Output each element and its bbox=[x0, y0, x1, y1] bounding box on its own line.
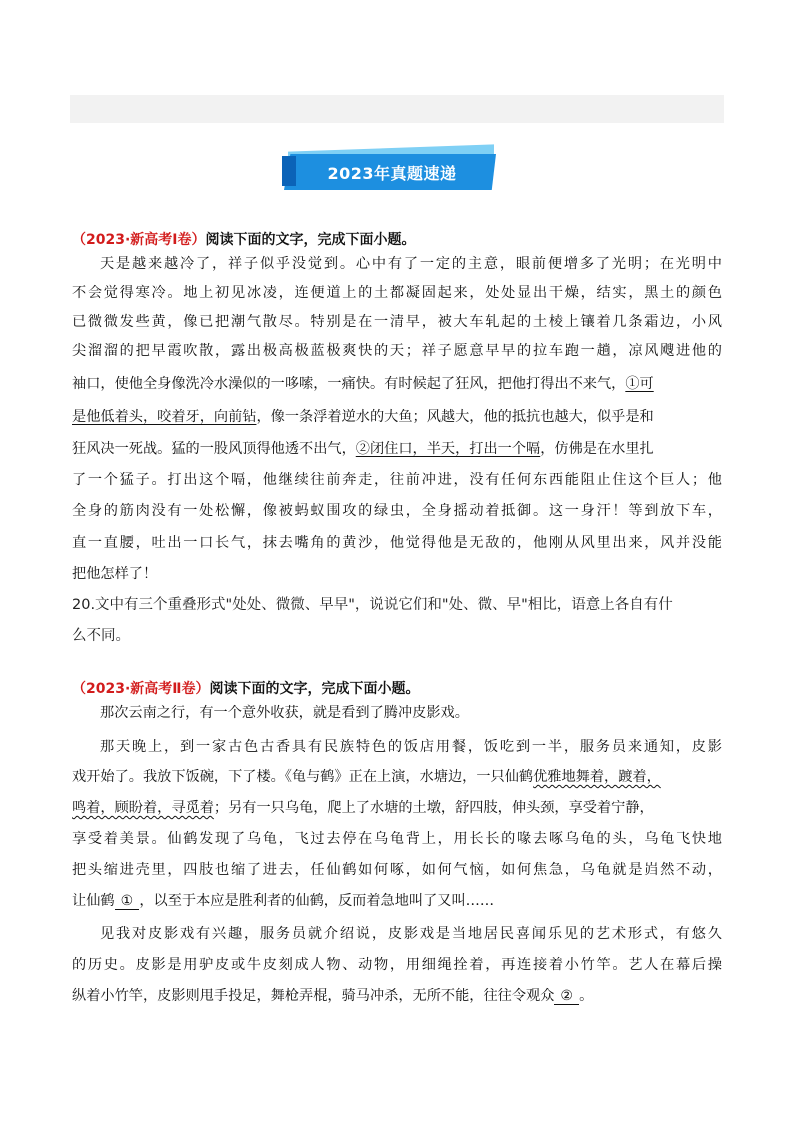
wavy-underlined-text: 优雅地舞着，踱着， bbox=[533, 769, 661, 785]
passage2-text: 。 bbox=[579, 988, 594, 1004]
passage2-line bbox=[72, 797, 654, 817]
passage1-text: ，像一条浮着逆水的大鱼；风越大，他的抵抗也越大，似乎是和 bbox=[256, 409, 654, 425]
passage1-line: 直一直腰，吐出一口长气，抹去嘴角的黄沙，他觉得他是无敌的，他刚从风里出来，风并没能 bbox=[72, 535, 722, 551]
passage1-line bbox=[72, 438, 654, 458]
passage2-line: 享受着美景。仙鹤发现了乌龟，飞过去停在乌龟背上，用长长的喙去啄乌龟的头，乌龟飞快地 bbox=[72, 831, 722, 847]
passage2-text: 戏开始了。我放下饭碗，下了楼。《龟与鹤》正在上演，水塘边，一只仙鹤 bbox=[72, 769, 534, 785]
passage1-line: 天是越来越冷了，祥子似乎没觉到。心中有了一定的主意，眼前便增多了光明；在光明中 bbox=[100, 256, 722, 272]
passage1-line: 了一个猛子。打出这个嗝，他继续往前奔走，往前冲进，没有任何东西能阻止住这个巨人；他 bbox=[72, 472, 722, 488]
wavy-underlined-text: 鸣着，顾盼着，寻觅着 bbox=[72, 800, 214, 816]
passage2-line: 把头缩进壳里，四肢也缩了进去，任仙鹤如何啄，如何气恼，如何焦急，乌龟就是岿然不动， bbox=[72, 862, 722, 878]
passage2-line: 见我对皮影戏有兴趣，服务员就介绍说，皮影戏是当地居民喜闻乐见的艺术形式，有悠久 bbox=[100, 926, 722, 942]
passage1-text: ，仿佛是在水里扎 bbox=[540, 441, 654, 457]
passage1-line: 尖溜溜的把早霞吹散，露出极高极蓝极爽快的天；祥子愿意早早的拉车跑一趟，凉风飕进他的 bbox=[72, 343, 722, 359]
passage2-heading bbox=[72, 678, 420, 698]
passage1-instruction: 阅读下面的文字，完成下面小题。 bbox=[205, 232, 416, 248]
passage1-line bbox=[72, 406, 654, 426]
underlined-marker-1: ①可 bbox=[625, 376, 654, 392]
question-20-line: 么不同。 bbox=[72, 628, 130, 644]
passage2-source: （2023·新高考Ⅱ卷） bbox=[72, 681, 210, 697]
passage2-instruction: 阅读下面的文字，完成下面小题。 bbox=[209, 681, 420, 697]
section-banner bbox=[282, 148, 502, 192]
passage1-text: 狂风决一死战。猛的一股风顶得他透不出气， bbox=[72, 441, 356, 457]
underlined-sentence-2: ②闭住口，半天，打出一个嗝 bbox=[355, 441, 541, 457]
passage2-text: 让仙鹤 bbox=[72, 893, 115, 909]
passage2-text: ，以至于本应是胜利者的仙鹤，反而着急地叫了又叫…… bbox=[139, 893, 495, 909]
passage1-line: 已微微发些黄，像已把潮气散尽。特别是在一清早，被大车轧起的土棱上镶着几条霜边，小风 bbox=[72, 314, 722, 330]
passage2-line: 的历史。皮影是用驴皮或牛皮刻成人物、动物，用细绳拴着，再连接着小竹竿。艺人在幕后操 bbox=[72, 957, 722, 973]
fill-blank-1[interactable]: ① bbox=[115, 893, 140, 910]
passage1-source: （2023·新高考Ⅰ卷） bbox=[72, 232, 206, 248]
underlined-sentence-1: 是他低着头，咬着牙，向前钻 bbox=[72, 409, 257, 425]
passage1-text: 袖口，使他全身像洗冷水澡似的一哆嗦，一痛快。有时候起了狂风，把他打得出不来气， bbox=[72, 376, 626, 392]
passage2-line bbox=[72, 766, 661, 786]
passage2-line bbox=[72, 890, 494, 910]
banner-title: 2023年真题速递 bbox=[327, 164, 457, 183]
passage1-line bbox=[72, 373, 654, 393]
passage1-heading bbox=[72, 229, 416, 249]
passage2-line: 那天晚上，到一家古色古香具有民族特色的饭店用餐，饭吃到一半，服务员来通知，皮影 bbox=[100, 739, 722, 755]
passage1-line: 全身的筋肉没有一处松懈，像被蚂蚁围攻的绿虫，全身摇动着抵御。这一身汗！等到放下车， bbox=[72, 503, 722, 519]
question-20-line: 20.文中有三个重叠形式"处处、微微、早早"，说说它们和"处、微、早"相比，语意上各自有什 bbox=[72, 597, 673, 613]
passage2-line bbox=[72, 985, 593, 1005]
passage1-line: 不会觉得寒冷。地上初见冰凌，连便道上的土都凝固起来，处处显出干燥，结实，黑土的颜色 bbox=[72, 285, 722, 301]
passage1-line: 把他怎样了！ bbox=[72, 566, 158, 582]
passage2-line: 那次云南之行，有一个意外收获，就是看到了腾冲皮影戏。 bbox=[100, 705, 469, 721]
passage2-text: 纵着小竹竿，皮影则甩手投足，舞枪弄棍，骑马冲杀，无所不能，往往令观众 bbox=[72, 988, 555, 1004]
fill-blank-2[interactable]: ② bbox=[554, 988, 579, 1005]
header-bar bbox=[70, 95, 724, 123]
passage2-text: ；另有一只乌龟，爬上了水塘的土墩，舒四肢，伸头颈，享受着宁静， bbox=[213, 800, 654, 816]
